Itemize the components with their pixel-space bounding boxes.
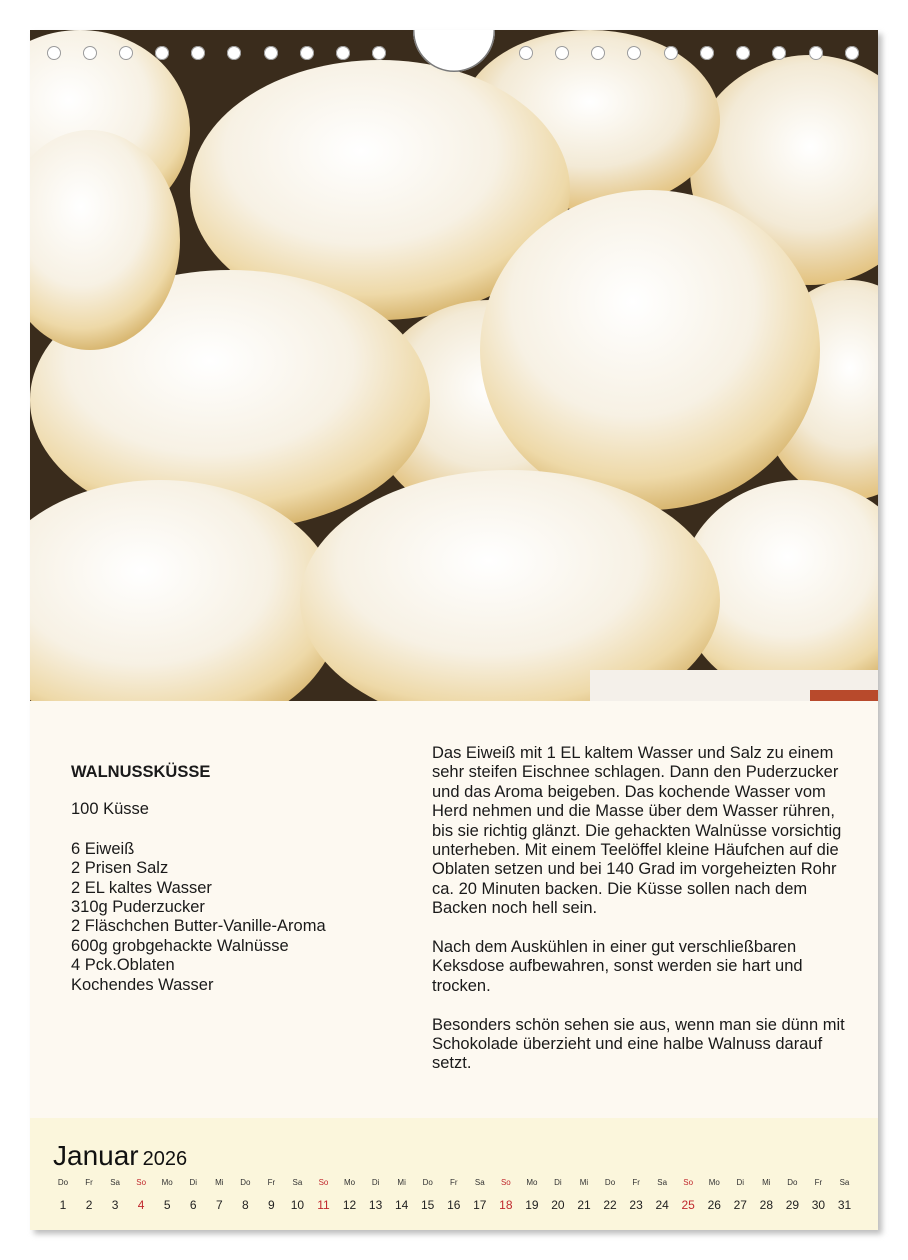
binding-hole — [264, 46, 278, 60]
day-number: 17 — [473, 1198, 487, 1212]
day-number: 12 — [342, 1198, 357, 1212]
weekday-label: Mo — [161, 1178, 173, 1187]
day-number: 26 — [707, 1198, 721, 1212]
day-number: 7 — [215, 1198, 223, 1212]
weekday-label: Sa — [292, 1178, 303, 1187]
binding-hole — [119, 46, 133, 60]
spiral-binding — [30, 30, 878, 90]
day-number: 1 — [59, 1198, 67, 1212]
binding-hole — [83, 46, 97, 60]
day-grid — [50, 1178, 858, 1218]
ingredient-item: 6 Eiweiß — [71, 839, 135, 858]
ingredient-item: 2 Prisen Salz — [71, 859, 169, 878]
weekday-label: Di — [189, 1178, 198, 1187]
binding-hole — [47, 46, 61, 60]
instruction-paragraph: Nach dem Auskühlen in einer gut verschließbaren Keksdose aufbewahren, sonst werden sie hart und trocken. — [432, 938, 803, 995]
weekday-label: Sa — [657, 1178, 668, 1187]
day-number: 25 — [681, 1198, 695, 1212]
day-number: 30 — [811, 1198, 826, 1212]
day-number: 21 — [577, 1198, 591, 1212]
day-number: 16 — [447, 1198, 461, 1212]
ingredient-item: 4 Pck.Oblaten — [71, 956, 175, 975]
weekday-label: Fr — [267, 1178, 276, 1187]
instruction-paragraph: Besonders schön sehen sie aus, wenn man sie dünn mit Schokolade überzieht und eine halbe Walnuss darauf setzt. — [432, 1015, 845, 1073]
binding-hole — [372, 46, 386, 60]
day-number: 5 — [163, 1198, 171, 1212]
weekday-label: Sa — [839, 1178, 850, 1187]
ingredient-item: Kochendes Wasser — [71, 975, 214, 994]
day-number: 20 — [551, 1198, 565, 1212]
binding-hole — [772, 46, 786, 60]
calendar-strip — [30, 1118, 878, 1230]
month-title — [53, 1140, 187, 1172]
weekday-label: Sa — [474, 1178, 485, 1187]
weekday-label: Do — [787, 1178, 798, 1187]
day-number: 10 — [290, 1198, 305, 1212]
instruction-paragraph: Das Eiweiß mit 1 EL kaltem Wasser und Salz zu einem sehr steifen Eischnee schlagen. Dann den Puderzucker und das Aroma beigeben. Das kochende Wasser vom Herd nehmen und die Masse über dem Wasser rühren, bis sie richtig glänzt. Die gehackten Walnüsse vorsichtig unterheben. Mit einem Teelöffel kleine Häufchen auf die Oblaten setzen und bei 140 Grad im vorgeheizten Rohr ca. 20 Minuten backen. Die Küsse sollen nach dem Backen noch hell sein. — [432, 744, 842, 918]
calendar-year: 2026 — [142, 1148, 188, 1170]
weekday-label: Mo — [708, 1178, 720, 1187]
ingredient-list — [71, 840, 411, 995]
day-number: 31 — [837, 1198, 852, 1212]
day-number: 8 — [242, 1198, 249, 1212]
day-number: 24 — [655, 1198, 669, 1212]
hanger-cutout — [413, 30, 495, 72]
day-number: 28 — [759, 1198, 774, 1212]
binding-hole — [227, 46, 241, 60]
ingredient-item: 2 Fläschchen Butter-Vanille-Aroma — [71, 917, 326, 936]
binding-hole — [191, 46, 205, 60]
binding-hole — [519, 46, 533, 60]
day-number: 14 — [394, 1198, 409, 1212]
binding-hole — [627, 46, 641, 60]
recipe-title: WALNUSSKÜSSE — [71, 763, 211, 781]
weekday-label: Fr — [632, 1178, 640, 1187]
weekday-label: Do — [57, 1178, 69, 1187]
binding-hole — [555, 46, 569, 60]
day-number: 15 — [421, 1198, 435, 1212]
weekday-label: Mi — [579, 1178, 589, 1187]
binding-hole — [845, 46, 859, 60]
weekday-label: Mo — [526, 1178, 538, 1187]
day-number: 11 — [317, 1198, 330, 1212]
weekday-label: Do — [240, 1178, 251, 1187]
binding-hole — [664, 46, 678, 60]
weekday-label: So — [318, 1178, 329, 1187]
binding-hole — [736, 46, 750, 60]
weekday-label: Mi — [397, 1178, 406, 1187]
ingredient-item: 2 EL kaltes Wasser — [71, 878, 212, 897]
day-number: 27 — [733, 1198, 747, 1212]
weekday-label: Do — [604, 1178, 616, 1187]
weekday-label: So — [683, 1178, 694, 1187]
ingredient-item: 310g Puderzucker — [71, 898, 205, 917]
day-number: 22 — [603, 1198, 617, 1212]
day-number: 18 — [499, 1198, 513, 1212]
weekday-label: So — [136, 1178, 147, 1187]
day-number: 4 — [137, 1198, 145, 1212]
weekday-label: Fr — [449, 1178, 458, 1187]
weekday-label: Mi — [762, 1178, 771, 1187]
day-number: 23 — [629, 1198, 643, 1212]
recipe-ingredients-block — [71, 763, 411, 995]
binding-hole — [700, 46, 714, 60]
day-number: 6 — [189, 1198, 197, 1212]
day-number: 13 — [368, 1198, 383, 1212]
binding-hole — [300, 46, 314, 60]
weekday-label: Di — [371, 1178, 380, 1187]
weekday-label: Di — [736, 1178, 745, 1187]
binding-hole — [336, 46, 350, 60]
day-number: 3 — [111, 1198, 119, 1212]
meringue-photo — [30, 30, 878, 701]
binding-hole — [809, 46, 823, 60]
calendar-page — [30, 30, 878, 1230]
recipe-instructions — [432, 744, 852, 1093]
weekday-label: Fr — [814, 1178, 823, 1187]
weekday-label: So — [500, 1178, 511, 1187]
weekday-label: Mo — [343, 1178, 356, 1187]
day-number: 2 — [85, 1198, 93, 1212]
day-number: 19 — [525, 1198, 539, 1212]
recipe-servings: 100 Küsse — [71, 800, 149, 819]
month-name: Januar — [53, 1140, 139, 1171]
weekday-label: Sa — [110, 1178, 120, 1187]
binding-hole — [155, 46, 169, 60]
weekday-label: Do — [422, 1178, 433, 1187]
weekday-label: Di — [554, 1178, 562, 1187]
weekday-label: Fr — [85, 1178, 93, 1187]
day-number: 9 — [268, 1198, 275, 1212]
day-number: 29 — [785, 1198, 800, 1212]
binding-hole — [591, 46, 605, 60]
ingredient-item: 600g grobgehackte Walnüsse — [71, 936, 289, 955]
weekday-label: Mi — [215, 1178, 224, 1187]
